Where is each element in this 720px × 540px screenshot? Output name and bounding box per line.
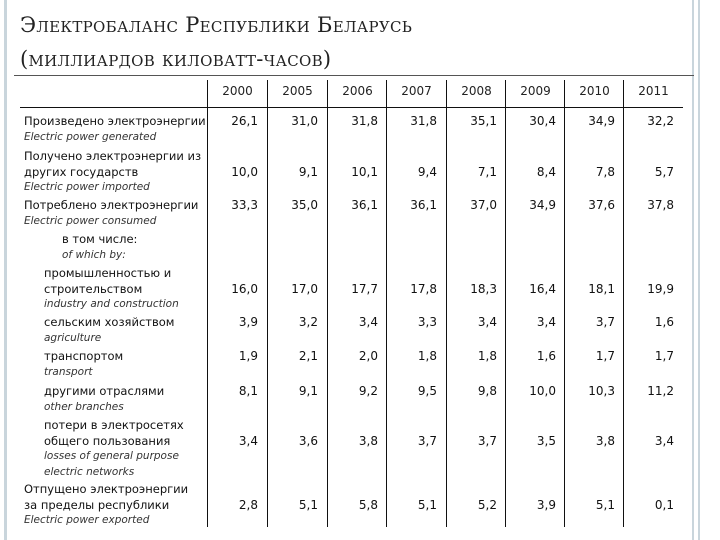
table-cell: 10,3: [588, 384, 615, 398]
table-cell: 36,1: [410, 198, 437, 212]
table-cell: 16,0: [231, 281, 258, 296]
row-label: [44, 266, 179, 313]
table-cell: 9,8: [477, 384, 497, 398]
header-rule: [20, 107, 683, 108]
table-cell: 1,6: [536, 349, 556, 363]
table-cell: 17,7: [351, 281, 378, 296]
row-label: [24, 114, 206, 145]
table-cell: 11,2: [647, 384, 674, 398]
row-label-ru: транспортом: [44, 349, 124, 363]
column-divider: [564, 80, 565, 527]
row-label: [24, 149, 201, 196]
table-cell: 3,7: [595, 315, 615, 329]
table-cell: 9,1: [298, 164, 318, 179]
row-label-ru: в том числе:: [62, 232, 138, 246]
row-label-en: of which by:: [62, 248, 126, 261]
row-label: [62, 232, 137, 263]
column-divider: [505, 80, 506, 527]
table-cell: 1,8: [477, 349, 497, 363]
table-cell: 3,4: [654, 433, 674, 448]
column-divider: [446, 80, 447, 527]
table-cell: 33,3: [231, 198, 258, 212]
table-cell: 37,6: [588, 198, 615, 212]
table-cell: 3,3: [417, 315, 437, 329]
row-label: [44, 418, 184, 480]
row-label: [44, 349, 123, 380]
table-cell: 1,9: [238, 349, 258, 363]
row-label-en: transport: [44, 365, 93, 378]
table-cell: 36,1: [351, 198, 378, 212]
column-divider: [207, 80, 208, 527]
row-label-ru: Получено электроэнергии из: [24, 149, 202, 163]
row-label-ru: промышленностью и: [44, 266, 172, 280]
table-cell: 3,2: [298, 315, 318, 329]
row-label-ru: других государств: [24, 164, 139, 179]
year-header: 2006: [342, 84, 373, 98]
table-cell: 34,9: [588, 114, 615, 128]
table-cell: 35,1: [470, 114, 497, 128]
slide-frame-left: [4, 0, 7, 540]
column-divider: [327, 80, 328, 527]
title-line-1: Электробаланс Республики Беларусь: [20, 13, 413, 37]
table-cell: 18,1: [588, 281, 615, 296]
table-cell: 5,7: [654, 164, 674, 179]
row-label-ru: Потреблено электроэнергии: [24, 198, 199, 212]
year-header: 2008: [461, 84, 492, 98]
row-label: [44, 384, 164, 415]
table-cell: 31,0: [291, 114, 318, 128]
table-cell: 30,4: [529, 114, 556, 128]
table-cell: 5,1: [595, 497, 615, 512]
table-cell: 37,8: [647, 198, 674, 212]
row-label-ru: Произведено электроэнергии: [24, 114, 206, 128]
table-cell: 3,4: [536, 315, 556, 329]
table-cell: 1,7: [595, 349, 615, 363]
table-cell: 3,4: [477, 315, 497, 329]
row-label-en: Electric power consumed: [24, 214, 157, 227]
table-cell: 7,1: [477, 164, 497, 179]
table-cell: 0,1: [654, 497, 674, 512]
year-header: 2010: [579, 84, 610, 98]
table-cell: 19,9: [647, 281, 674, 296]
column-divider: [386, 80, 387, 527]
row-label-ru: общего пользования: [44, 433, 171, 448]
table-cell: 10,1: [351, 164, 378, 179]
row-label: [24, 482, 188, 529]
table-cell: 10,0: [231, 164, 258, 179]
table-cell: 5,1: [298, 497, 318, 512]
table-cell: 1,8: [417, 349, 437, 363]
row-label-en: industry and construction: [44, 298, 179, 310]
row-label-en: Electric power imported: [24, 181, 150, 193]
table-cell: 2,0: [358, 349, 378, 363]
row-label-ru: за пределы республики: [24, 497, 170, 512]
table-cell: 9,1: [298, 384, 318, 398]
row-label-en: electric networks: [44, 465, 135, 478]
table-cell: 16,4: [529, 281, 556, 296]
row-label-en: other branches: [44, 400, 124, 413]
table-cell: 8,4: [536, 164, 556, 179]
row-label-en: Electric power generated: [24, 130, 157, 143]
row-label-en: Electric power exported: [24, 514, 150, 526]
table-cell: 5,8: [358, 497, 378, 512]
row-label-ru: Отпущено электроэнергии: [24, 482, 189, 496]
table-cell: 35,0: [291, 198, 318, 212]
row-label-en: losses of general purpose: [44, 450, 179, 462]
table-cell: 3,9: [536, 497, 556, 512]
row-label: [24, 198, 198, 229]
table-cell: 3,8: [358, 433, 378, 448]
table-cell: 32,2: [647, 114, 674, 128]
table-cell: 2,1: [298, 349, 318, 363]
table-cell: 1,7: [654, 349, 674, 363]
table-cell: 3,5: [536, 433, 556, 448]
title-rule: [14, 75, 694, 76]
table-cell: 26,1: [231, 114, 258, 128]
table-cell: 3,6: [298, 433, 318, 448]
table-cell: 10,0: [529, 384, 556, 398]
row-label-en: agriculture: [44, 331, 102, 344]
table-cell: 3,4: [358, 315, 378, 329]
row-label-ru: потери в электросетях: [44, 418, 184, 432]
table-cell: 9,5: [417, 384, 437, 398]
year-header: 2007: [401, 84, 432, 98]
table-cell: 31,8: [351, 114, 378, 128]
table-cell: 3,7: [477, 433, 497, 448]
table-cell: 7,8: [595, 164, 615, 179]
table-cell: 3,9: [238, 315, 258, 329]
year-header: 2000: [222, 84, 253, 98]
table-cell: 31,8: [410, 114, 437, 128]
table-cell: 17,0: [291, 281, 318, 296]
table-cell: 5,2: [477, 497, 497, 512]
row-label-ru: строительством: [44, 281, 143, 296]
year-header: 2009: [520, 84, 551, 98]
table-cell: 8,1: [238, 384, 258, 398]
table-cell: 5,1: [417, 497, 437, 512]
year-header: 2011: [638, 84, 669, 98]
slide-frame-right: [692, 0, 700, 540]
title-line-2: (миллиардов киловатт-часов): [20, 47, 332, 71]
table-cell: 1,6: [654, 315, 674, 329]
slide-title: [20, 8, 412, 76]
table-cell: 3,7: [417, 433, 437, 448]
table-cell: 9,2: [358, 384, 378, 398]
table-cell: 3,4: [238, 433, 258, 448]
table-cell: 2,8: [238, 497, 258, 512]
table-cell: 34,9: [529, 198, 556, 212]
column-divider: [623, 80, 624, 527]
column-divider: [267, 80, 268, 527]
row-label-ru: сельским хозяйством: [44, 315, 175, 329]
table-cell: 37,0: [470, 198, 497, 212]
row-label-ru: другими отраслями: [44, 384, 165, 398]
table-cell: 9,4: [417, 164, 437, 179]
table-cell: 3,8: [595, 433, 615, 448]
year-header: 2005: [282, 84, 313, 98]
row-label: [44, 315, 174, 346]
table-cell: 17,8: [410, 281, 437, 296]
table-cell: 18,3: [470, 281, 497, 296]
